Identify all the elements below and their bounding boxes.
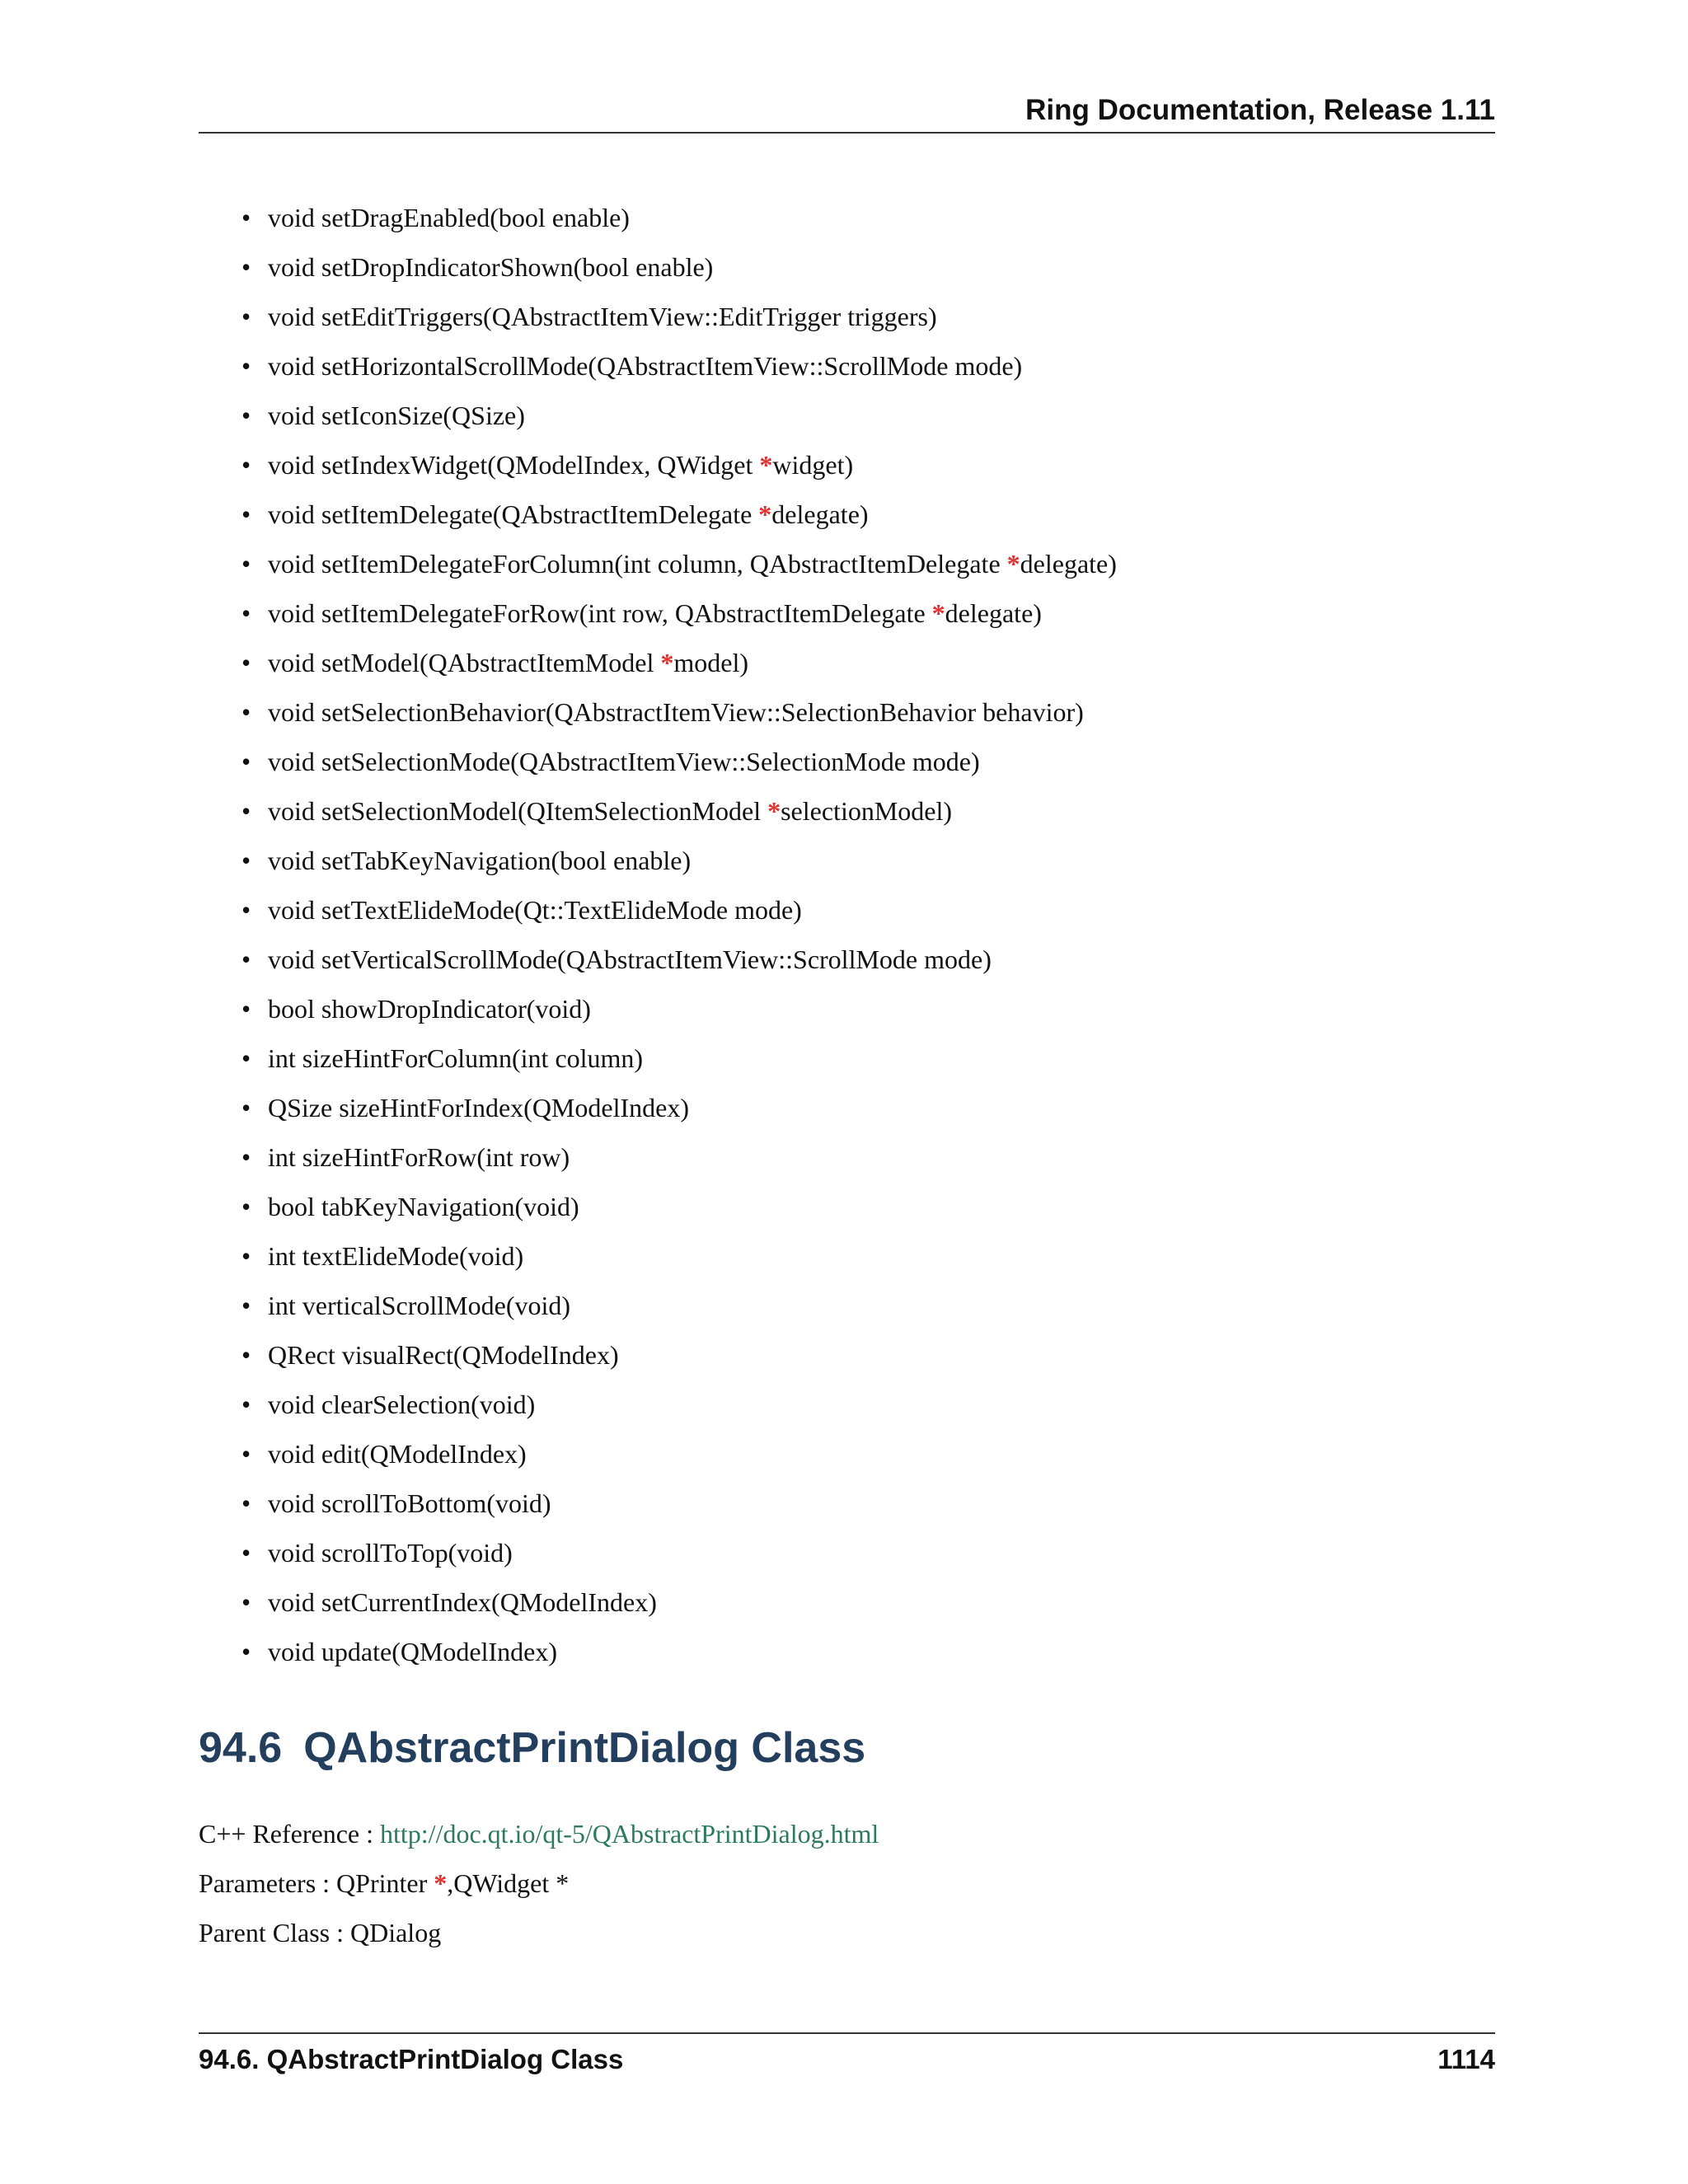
method-signature: QRect visualRect(QModelIndex) [268, 1340, 619, 1370]
bullet-icon: • [241, 1488, 251, 1518]
method-signature: void setEditTriggers(QAbstractItemView::EditTrigger triggers) [268, 302, 937, 331]
method-signature: void setDropIndicatorShown(bool enable) [268, 252, 714, 282]
list-item [199, 1485, 1495, 1535]
bullet-icon: • [241, 846, 251, 875]
method-signature: int sizeHintForRow(int row) [268, 1142, 570, 1172]
list-item [199, 249, 1495, 298]
method-signature: void setDragEnabled(bool enable) [268, 203, 630, 232]
bullet-icon: • [241, 1043, 251, 1073]
footer-page-number: 1114 [1437, 2044, 1495, 2074]
section-title: QAbstractPrintDialog Class [303, 1724, 866, 1772]
bullet-icon: • [241, 1241, 251, 1271]
method-signature-end: model) [673, 648, 748, 677]
parent-class-line: Parent Class : QDialog [199, 1918, 442, 1947]
bullet-icon: • [241, 351, 251, 381]
bullet-icon: • [241, 1291, 251, 1320]
method-signature-start: void setItemDelegateForRow(int row, QAbstractItemDelegate [268, 598, 932, 628]
cpp-reference-link[interactable]: http://doc.qt.io/qt-5/QAbstractPrintDialog.html [380, 1819, 879, 1849]
bullet-icon: • [241, 1142, 251, 1172]
method-signature: void scrollToBottom(void) [268, 1488, 551, 1518]
method-signature-end: selectionModel) [781, 796, 953, 826]
method-signature: void setTextElideMode(Qt::TextElideMode mode) [268, 895, 802, 925]
cpp-reference-label: C++ Reference : [199, 1819, 380, 1849]
list-item [199, 447, 1495, 496]
list-item [199, 397, 1495, 447]
list-item [199, 546, 1495, 595]
method-signature: bool tabKeyNavigation(void) [268, 1192, 579, 1221]
method-signature: void setTabKeyNavigation(bool enable) [268, 846, 692, 875]
list-item [199, 199, 1495, 249]
cpp-reference-line [199, 1816, 879, 1852]
method-signature: void edit(QModelIndex) [268, 1439, 527, 1469]
method-signature-start: void setItemDelegate(QAbstractItemDelegate [268, 499, 759, 529]
method-signature-start: void setSelectionModel(QItemSelectionModel [268, 796, 768, 826]
list-item [199, 1188, 1495, 1238]
method-signature: int verticalScrollMode(void) [268, 1291, 571, 1320]
bullet-icon: • [241, 796, 251, 826]
pointer-star: * [759, 450, 773, 480]
bullet-icon: • [241, 1192, 251, 1221]
bullet-icon: • [241, 1637, 251, 1666]
list-item [199, 941, 1495, 991]
list-item [199, 743, 1495, 793]
bullet-icon: • [241, 1340, 251, 1370]
bullet-icon: • [241, 302, 251, 331]
pointer-star: * [931, 598, 945, 628]
list-item [199, 892, 1495, 941]
pointer-star: * [758, 499, 772, 529]
parameters-rest: ,QWidget * [447, 1868, 570, 1898]
bullet-icon: • [241, 499, 251, 529]
method-signature: int textElideMode(void) [268, 1241, 524, 1271]
method-signature: void setVerticalScrollMode(QAbstractItemView::ScrollMode mode) [268, 944, 992, 974]
bullet-icon: • [241, 1538, 251, 1568]
list-item [199, 1238, 1495, 1287]
bullet-icon: • [241, 944, 251, 974]
method-signature: bool showDropIndicator(void) [268, 994, 591, 1024]
bullet-icon: • [241, 697, 251, 727]
section-number: 94.6 [199, 1724, 283, 1772]
list-item [199, 1584, 1495, 1633]
page-footer [199, 2032, 1495, 2083]
list-item [199, 1436, 1495, 1485]
method-signature-start: void setIndexWidget(QModelIndex, QWidget [268, 450, 760, 480]
bullet-icon: • [241, 1587, 251, 1617]
pointer-star: * [767, 796, 781, 826]
bullet-icon: • [241, 401, 251, 430]
method-signature-start: void setItemDelegateForColumn(int column, QAbstractItemDelegate [268, 549, 1007, 579]
method-signature: void scrollToTop(void) [268, 1538, 513, 1568]
method-list [199, 199, 1495, 1683]
list-item [199, 1337, 1495, 1386]
list-item [199, 298, 1495, 348]
bullet-icon: • [241, 747, 251, 776]
method-signature-end: delegate) [771, 499, 869, 529]
bullet-icon: • [241, 648, 251, 677]
parameters-line [199, 1865, 569, 1901]
method-signature: void clearSelection(void) [268, 1390, 536, 1419]
list-item [199, 1633, 1495, 1683]
pointer-star: * [1006, 549, 1020, 579]
method-signature: void setSelectionMode(QAbstractItemView::SelectionMode mode) [268, 747, 980, 776]
list-item [199, 348, 1495, 397]
method-signature-end: delegate) [1020, 549, 1117, 579]
list-item [199, 1040, 1495, 1090]
bullet-icon: • [241, 549, 251, 579]
list-item [199, 1139, 1495, 1188]
list-item [199, 1535, 1495, 1584]
list-item [199, 793, 1495, 842]
method-signature: void setIconSize(QSize) [268, 401, 525, 430]
method-signature-end: delegate) [945, 598, 1042, 628]
list-item [199, 595, 1495, 644]
footer-section-title: 94.6. QAbstractPrintDialog Class [199, 2044, 624, 2074]
list-item [199, 842, 1495, 892]
bullet-icon: • [241, 895, 251, 925]
bullet-icon: • [241, 1439, 251, 1469]
bullet-icon: • [241, 203, 251, 232]
list-item [199, 1090, 1495, 1139]
bullet-icon: • [241, 994, 251, 1024]
bullet-icon: • [241, 1093, 251, 1122]
bullet-icon: • [241, 598, 251, 628]
bullet-icon: • [241, 1390, 251, 1419]
list-item [199, 1287, 1495, 1337]
method-signature-end: widget) [772, 450, 854, 480]
section-heading [199, 1723, 865, 1773]
method-signature: QSize sizeHintForIndex(QModelIndex) [268, 1093, 689, 1122]
pointer-star: * [660, 648, 674, 677]
page-header [199, 91, 1495, 134]
method-signature: void setSelectionBehavior(QAbstractItemView::SelectionBehavior behavior) [268, 697, 1084, 727]
method-signature: void setCurrentIndex(QModelIndex) [268, 1587, 657, 1617]
method-signature: void setHorizontalScrollMode(QAbstractItemView::ScrollMode mode) [268, 351, 1023, 381]
list-item [199, 991, 1495, 1040]
list-item [199, 694, 1495, 743]
method-signature: void update(QModelIndex) [268, 1637, 558, 1666]
list-item [199, 644, 1495, 694]
list-item [199, 1386, 1495, 1436]
header-title: Ring Documentation, Release 1.11 [1025, 94, 1495, 126]
parameters-label: Parameters : QPrinter [199, 1868, 434, 1898]
list-item [199, 496, 1495, 546]
method-signature-start: void setModel(QAbstractItemModel [268, 648, 661, 677]
bullet-icon: • [241, 450, 251, 480]
method-signature: int sizeHintForColumn(int column) [268, 1043, 644, 1073]
pointer-star: * [434, 1868, 448, 1898]
bullet-icon: • [241, 252, 251, 282]
